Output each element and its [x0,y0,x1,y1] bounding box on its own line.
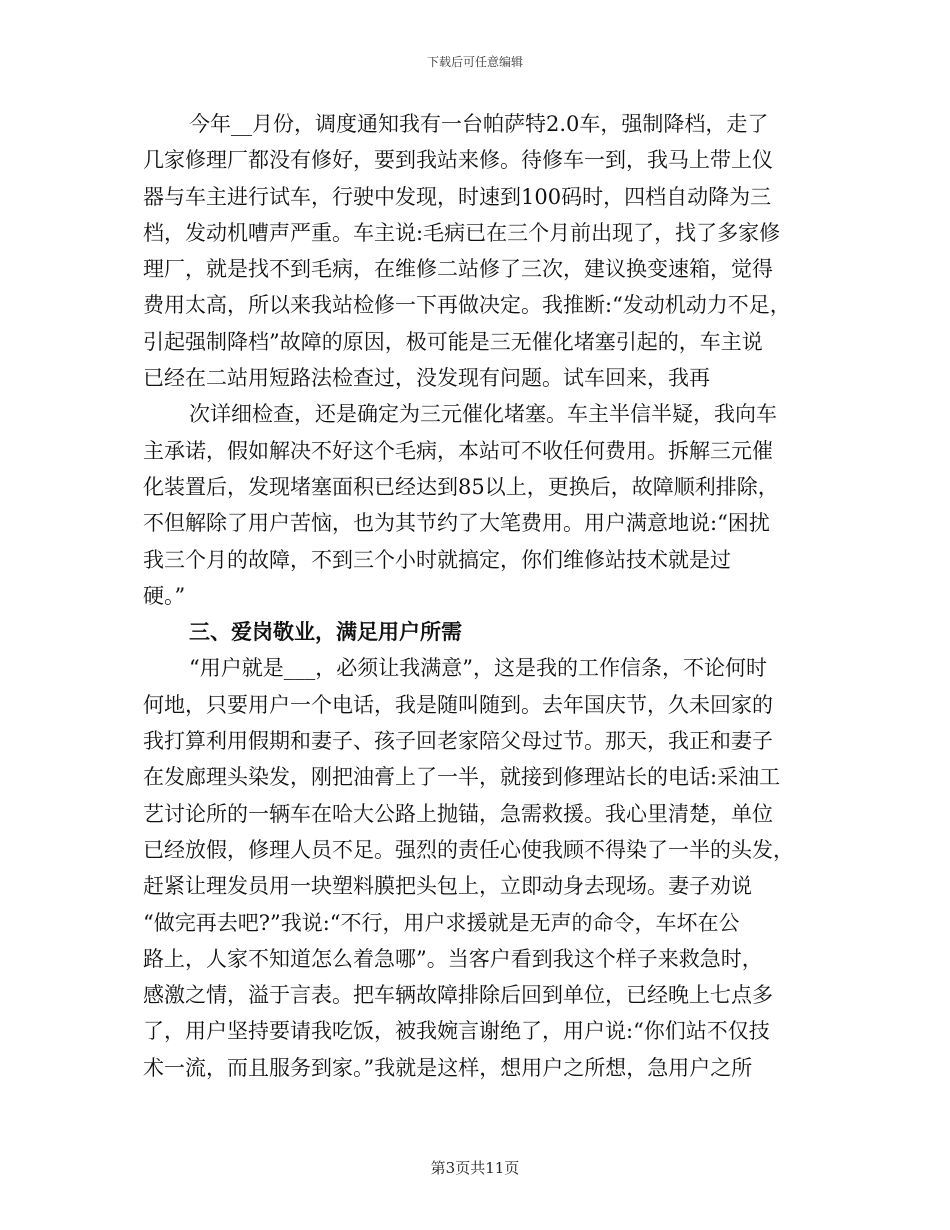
text-line: 几家修理厂都没有修好，要到我站来修。待修车一到，我马上带上仪 [143,148,773,173]
text-line: 器与车主进行试车，行驶中发现，时速到100码时，四档自动降为三 [143,184,772,209]
text-line: 赶紧让理发员用一块塑料膜把头包上，立即动身去现场。妻子劝说 [143,874,752,899]
text-line: 路上，人家不知道怎么着急哪”。当客户看到我这个样子来救急时， [143,946,763,971]
text-line: 了，用户坚持要请我吃饭，被我婉言谢绝了，用户说:“你们站不仅技 [143,1019,770,1044]
text-line: 不但解除了用户苦恼，也为其节约了大笔费用。用户满意地说:“困扰 [143,511,770,536]
text-line: 化装置后，发现堵塞面积已经达到85以上，更换后，故障顺利排除， [143,474,779,499]
text-line: 今年__月份，调度通知我有一台帕萨特2.0车，强制降档，走了 [189,112,769,136]
page-number: 第3页共11页 [430,1159,520,1177]
text-line: 我三个月的故障，不到三个小时就搞定，你们维修站技术就是过 [143,547,731,572]
text-line: 术一流，而且服务到家。”我就是这样，想用户之所想，急用户之所 [143,1055,753,1080]
text-line: 感激之情，溢于言表。把车辆故障排除后回到单位，已经晚上七点多 [143,983,773,1008]
text-line: 次详细检查，还是确定为三元催化堵塞。车主半信半疑，我向车 [189,402,777,427]
text-line: 主承诺，假如解决不好这个毛病，本站可不收任何费用。拆解三元催 [143,438,773,463]
text-line: 何地，只要用户一个电话，我是随叫随到。去年国庆节，久未回家的 [143,692,773,717]
text-line: “用户就是___，必须让我满意”，这是我的工作信条，不论何时 [189,656,767,681]
text-line: 理厂，就是找不到毛病，在维修二站修了三次，建议换变速箱，觉得 [143,257,773,282]
text-line: “做完再去吧?”我说:“不行，用户求援就是无声的命令，车坏在公 [143,910,740,935]
text-line: 我打算利用假期和妻子、孩子回老家陪父母过节。那天，我正和妻子 [143,729,773,754]
section-heading: 三、爱岗敬业，满足用户所需 [189,619,462,645]
document-body [143,106,823,1086]
text-line: 硬。” [143,583,186,608]
text-line: 艺讨论所的一辆车在哈大公路上抛锚，急需救援。我心里清楚，单位 [143,801,773,826]
text-line: 档，发动机嘈声严重。车主说:毛病已在三个月前出现了，找了多家修 [143,220,781,245]
text-line: 费用太高，所以来我站检修一下再做决定。我推断:“发动机动力不足， [143,293,791,318]
text-line: 已经放假，修理人员不足。强烈的责任心使我顾不得染了一半的头发， [143,837,794,862]
text-line: 在发廊理头染发，刚把油膏上了一半，就接到修理站长的电话:采油工 [143,765,781,790]
text-line: 已经在二站用短路法检查过，没发现有问题。试车回来，我再 [143,366,710,391]
text-line: 引起强制降档”故障的原因，极可能是三无催化堵塞引起的，车主说 [143,329,763,354]
page-header: 下载后可任意编辑 [426,55,523,69]
